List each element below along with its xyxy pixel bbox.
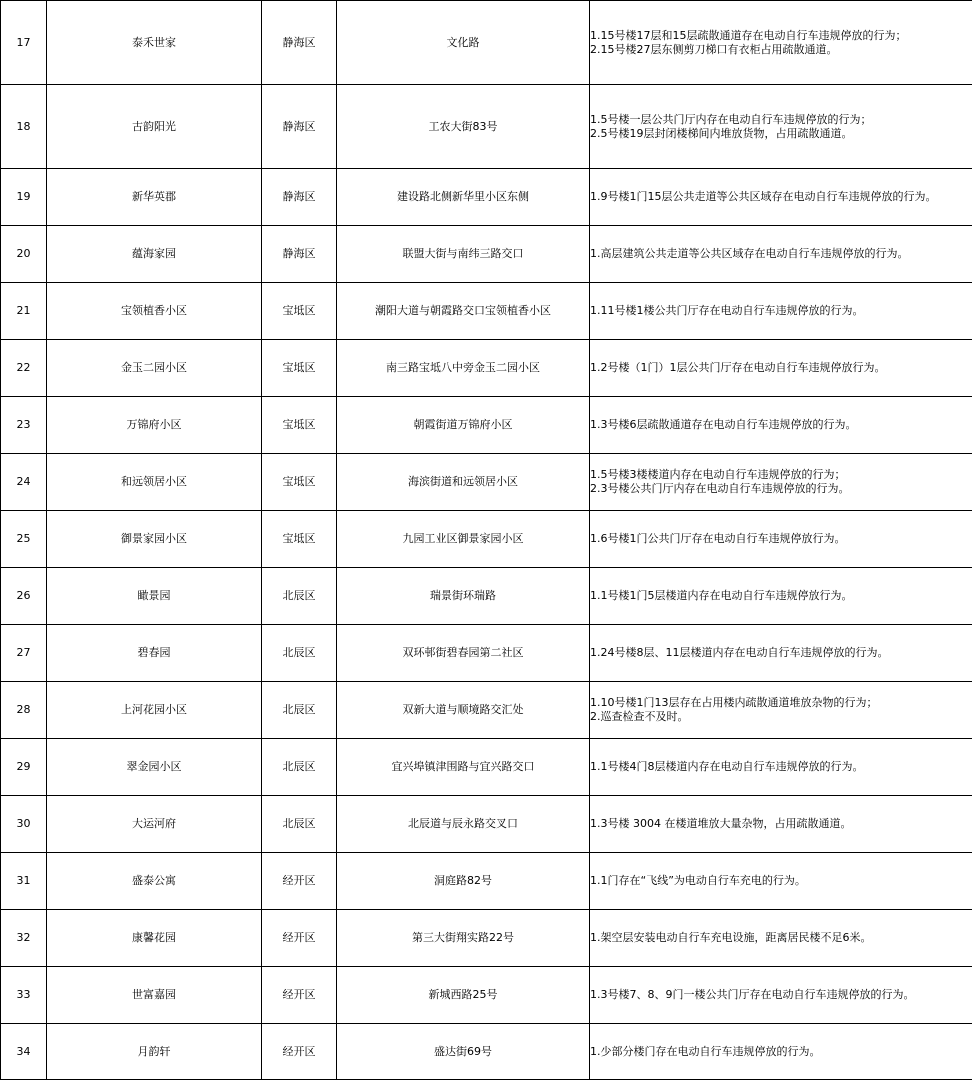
issue-line: 1.高层建筑公共走道等公共区域存在电动自行车违规停放的行为。 (590, 247, 909, 260)
community-name-cell: 御景家园小区 (47, 511, 262, 568)
address-cell: 九园工业区御景家园小区 (337, 511, 590, 568)
district-name-cell: 静海区 (262, 85, 337, 169)
row-number-cell: 33 (1, 967, 47, 1024)
issue-line: 1.少部分楼门存在电动自行车违规停放的行为。 (590, 1044, 821, 1058)
row-number-cell: 21 (1, 283, 47, 340)
issues-cell (590, 283, 972, 340)
issues-cell (590, 682, 972, 739)
community-name-cell: 康馨花园 (47, 910, 262, 967)
address-cell: 洞庭路82号 (337, 853, 590, 910)
address-cell: 建设路北侧新华里小区东侧 (337, 169, 590, 226)
community-name-cell: 万锦府小区 (47, 397, 262, 454)
issue-line: 1.10号楼1门13层存在占用楼内疏散通道堆放杂物的行为； (590, 696, 878, 709)
row-number-cell: 20 (1, 226, 47, 283)
row-number-cell: 32 (1, 910, 47, 967)
district-name-cell: 静海区 (262, 169, 337, 226)
issues-cell (590, 454, 972, 511)
address-cell: 北辰道与辰永路交叉口 (337, 796, 590, 853)
community-name-cell: 蕴海家园 (47, 226, 262, 283)
issue-line: 2.巡查检查不及时。 (590, 710, 689, 723)
table-row (1, 1024, 972, 1080)
address-cell: 朝霞街道万锦府小区 (337, 397, 590, 454)
community-name-cell: 翠金园小区 (47, 739, 262, 796)
address-cell: 南三路宝坻八中旁金玉二园小区 (337, 340, 590, 397)
issue-line: 1.24号楼8层、11层楼道内存在电动自行车违规停放的行为。 (590, 646, 889, 659)
community-name-cell: 新华英郡 (47, 169, 262, 226)
community-name-cell: 古韵阳光 (47, 85, 262, 169)
table-row (1, 85, 972, 169)
issue-line: 1.1门存在“飞线”为电动自行车充电的行为。 (590, 874, 806, 887)
community-name-cell: 上河花园小区 (47, 682, 262, 739)
row-number-cell: 17 (1, 1, 47, 85)
community-name-cell: 世富嘉园 (47, 967, 262, 1024)
issue-line: 2.15号楼27层东侧剪刀梯口有衣柜占用疏散通道。 (590, 42, 838, 56)
table-row (1, 910, 972, 967)
issue-line: 2.5号楼19层封闭楼梯间内堆放货物，占用疏散通道。 (590, 126, 853, 140)
issues-cell (590, 910, 972, 967)
issue-line: 1.2号楼（1门）1层公共门厅存在电动自行车违规停放行为。 (590, 361, 886, 374)
table-row (1, 853, 972, 910)
table-row (1, 340, 972, 397)
row-number-cell: 18 (1, 85, 47, 169)
table-row (1, 169, 972, 226)
row-number-cell: 19 (1, 169, 47, 226)
district-name-cell: 静海区 (262, 226, 337, 283)
issue-line: 1.1号楼1门5层楼道内存在电动自行车违规停放行为。 (590, 589, 853, 602)
community-name-cell: 和远领居小区 (47, 454, 262, 511)
district-name-cell: 北辰区 (262, 568, 337, 625)
table-row (1, 682, 972, 739)
district-name-cell: 经开区 (262, 853, 337, 910)
row-number-cell: 28 (1, 682, 47, 739)
table-row (1, 511, 972, 568)
address-cell: 盛达街69号 (337, 1024, 590, 1080)
address-cell: 瑞景街环瑞路 (337, 568, 590, 625)
district-name-cell: 经开区 (262, 967, 337, 1024)
table-row (1, 283, 972, 340)
community-name-cell: 宝领植香小区 (47, 283, 262, 340)
issues-cell (590, 967, 972, 1024)
issue-line: 1.6号楼1门公共门厅存在电动自行车违规停放行为。 (590, 532, 846, 545)
district-name-cell: 静海区 (262, 1, 337, 85)
community-name-cell: 月韵轩 (47, 1024, 262, 1080)
issues-cell (590, 796, 972, 853)
table-row (1, 568, 972, 625)
issue-line: 1.1号楼4门8层楼道内存在电动自行车违规停放的行为。 (590, 760, 864, 773)
issues-cell (590, 397, 972, 454)
row-number-cell: 24 (1, 454, 47, 511)
issue-line: 1.架空层安装电动自行车充电设施，距离居民楼不足6米。 (590, 931, 872, 944)
issue-line: 1.5号楼一层公共门厅内存在电动自行车违规停放的行为； (590, 112, 872, 126)
district-name-cell: 宝坻区 (262, 340, 337, 397)
community-name-cell: 盛泰公寓 (47, 853, 262, 910)
address-cell: 第三大街翔实路22号 (337, 910, 590, 967)
row-number-cell: 22 (1, 340, 47, 397)
issue-line: 1.15号楼17层和15层疏散通道存在电动自行车违规停放的行为； (590, 28, 907, 42)
issues-cell (590, 853, 972, 910)
community-name-cell: 瞰景园 (47, 568, 262, 625)
district-name-cell: 宝坻区 (262, 397, 337, 454)
row-number-cell: 26 (1, 568, 47, 625)
community-name-cell: 金玉二园小区 (47, 340, 262, 397)
table-row (1, 796, 972, 853)
table-row (1, 967, 972, 1024)
table-body (1, 1, 972, 1080)
community-name-cell: 泰禾世家 (47, 1, 262, 85)
row-number-cell: 23 (1, 397, 47, 454)
district-name-cell: 北辰区 (262, 682, 337, 739)
table-row (1, 397, 972, 454)
issue-line: 1.9号楼1门15层公共走道等公共区域存在电动自行车违规停放的行为。 (590, 190, 937, 203)
issues-cell (590, 1, 972, 85)
address-cell: 海滨街道和远领居小区 (337, 454, 590, 511)
district-name-cell: 经开区 (262, 1024, 337, 1080)
table-row (1, 625, 972, 682)
address-cell: 工农大街83号 (337, 85, 590, 169)
issues-cell (590, 511, 972, 568)
address-cell: 联盟大街与南纬三路交口 (337, 226, 590, 283)
address-cell: 文化路 (337, 1, 590, 85)
table-row (1, 739, 972, 796)
district-name-cell: 宝坻区 (262, 283, 337, 340)
issue-line: 1.3号楼6层疏散通道存在电动自行车违规停放的行为。 (590, 418, 857, 431)
issue-line: 1.11号楼1楼公共门厅存在电动自行车违规停放的行为。 (590, 304, 864, 317)
district-name-cell: 宝坻区 (262, 511, 337, 568)
address-cell: 新城西路25号 (337, 967, 590, 1024)
row-number-cell: 27 (1, 625, 47, 682)
row-number-cell: 29 (1, 739, 47, 796)
address-cell: 双新大道与顺境路交汇处 (337, 682, 590, 739)
community-name-cell: 大运河府 (47, 796, 262, 853)
district-name-cell: 宝坻区 (262, 454, 337, 511)
issue-line: 1.3号楼 3004 在楼道堆放大量杂物，占用疏散通道。 (590, 817, 852, 830)
issues-cell (590, 1024, 972, 1080)
issue-line: 1.3号楼7、8、9门一楼公共门厅存在电动自行车违规停放的行为。 (590, 988, 915, 1001)
issue-line: 1.5号楼3楼楼道内存在电动自行车违规停放的行为； (590, 468, 846, 481)
district-name-cell: 北辰区 (262, 625, 337, 682)
issues-cell (590, 625, 972, 682)
address-cell: 潮阳大道与朝霞路交口宝领植香小区 (337, 283, 590, 340)
row-number-cell: 34 (1, 1024, 47, 1080)
district-name-cell: 北辰区 (262, 739, 337, 796)
issues-cell (590, 226, 972, 283)
issues-cell (590, 169, 972, 226)
issues-cell (590, 85, 972, 169)
table-row (1, 226, 972, 283)
district-name-cell: 北辰区 (262, 796, 337, 853)
table-row (1, 1, 972, 85)
row-number-cell: 30 (1, 796, 47, 853)
district-name-cell: 经开区 (262, 910, 337, 967)
issue-line: 2.3号楼公共门厅内存在电动自行车违规停放的行为。 (590, 482, 850, 495)
table-row (1, 454, 972, 511)
row-number-cell: 31 (1, 853, 47, 910)
issues-cell (590, 739, 972, 796)
issues-cell (590, 568, 972, 625)
community-name-cell: 碧春园 (47, 625, 262, 682)
address-cell: 双环邨街碧春园第二社区 (337, 625, 590, 682)
row-number-cell: 25 (1, 511, 47, 568)
issues-cell (590, 340, 972, 397)
address-cell: 宜兴埠镇津围路与宜兴路交口 (337, 739, 590, 796)
